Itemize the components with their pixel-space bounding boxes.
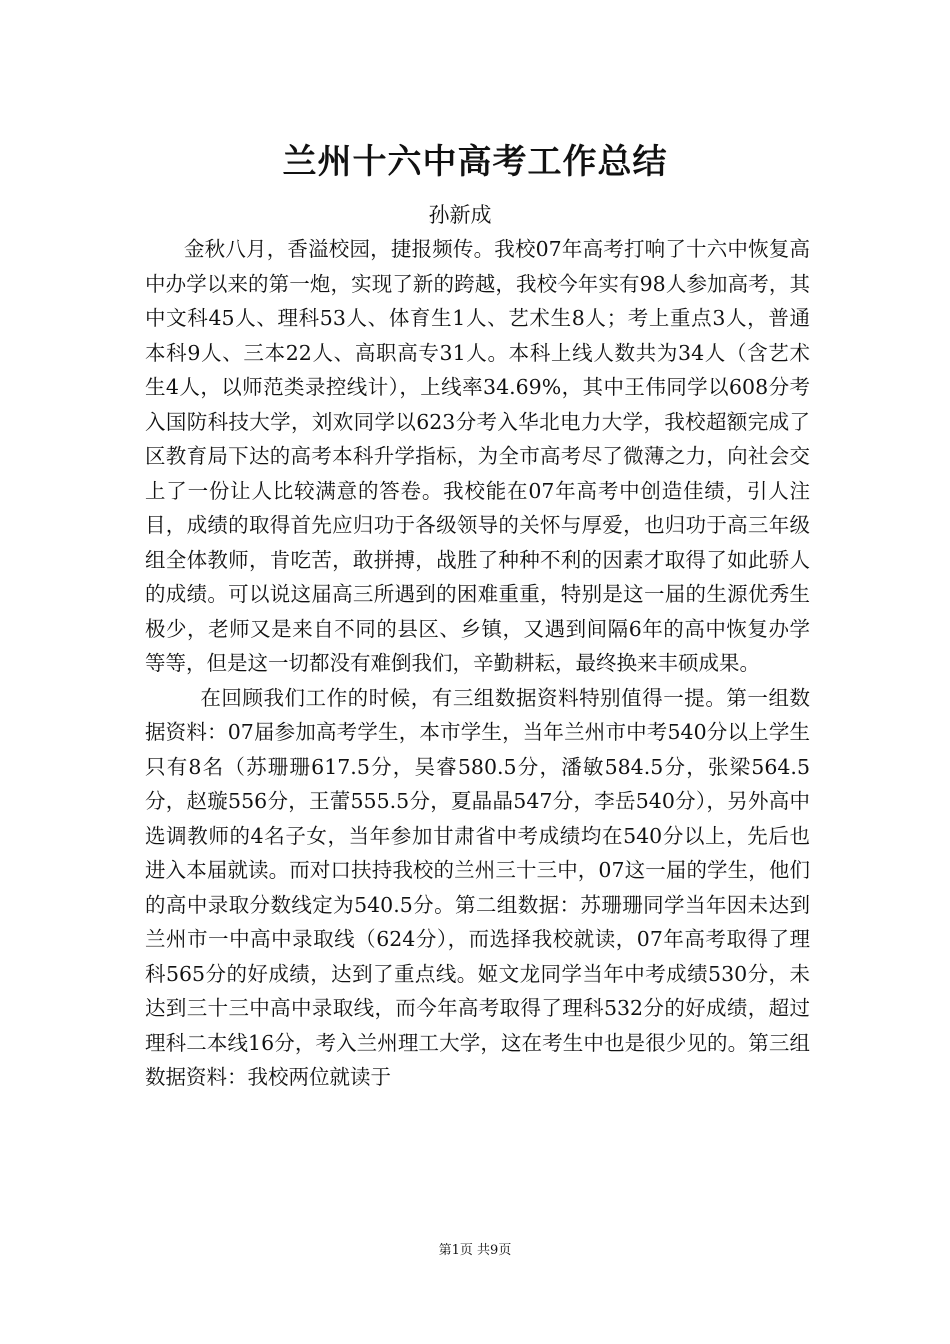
paragraph-2: 在回顾我们工作的时候，有三组数据资料特别值得一提。第一组数据资料：07届参加高考学生，本市学生，当年兰州市中考540分以上学生只有8名（苏珊珊617.5分，吴睿580.5分，潘敏584.5分，张梁564.5分，赵璇556分，王蕾555.5分，夏晶晶547分，李岳540分），另外高中选调教师的4名子女，当年参加甘肃省中考成绩均在540分以上，先后也进入本届就读。而对口扶持我校的兰州三十三中，07这一届的学生，他们的高中录取分数线定为540.5分。第二组数据：苏珊珊同学当年因未达到兰州市一中高中录取线（624分），而选择我校就读，07年高考取得了理科565分的好成绩，达到了重点线。姬文龙同学当年中考成绩530分，未达到三十三中高中录取线，而今年高考取得了理科532分的好成绩，超过理科二本线16分，考入兰州理工大学，这在考生中也是很少见的。第三组数据资料：我校两位就读于 [145, 685, 810, 1089]
document-body [145, 232, 810, 1095]
document-title: 兰州十六中高考工作总结 [282, 142, 668, 182]
paragraph-1: 金秋八月，香溢校园，捷报频传。我校07年高考打响了十六中恢复高中办学以来的第一炮，实现了新的跨越，我校今年实有98人参加高考，其中文科45人、理科53人、体育生1人、艺术生8人；考上重点3人，普通本科9人、三本22人、高职高专31人。本科上线人数共为34人（含艺术生4人，以师范类录控线计），上线率34.69%，其中王伟同学以608分考入国防科技大学，刘欢同学以623分考入华北电力大学，我校超额完成了区教育局下达的高考本科升学指标，为全市高考尽了微薄之力，向社会交上了一份让人比较满意的答卷。我校能在07年高考中创造佳绩，引人注目，成绩的取得首先应归功于各级领导的关怀与厚爱，也归功于高三年级组全体教师，肯吃苦，敢拼搏，战胜了种种不利的因素才取得了如此骄人的成绩。可以说这届高三所遇到的困难重重，特别是这一届的生源优秀生极少，老师又是来自不同的县区、乡镇，又遇到间隔6年的高中恢复办学等等，但是这一切都没有难倒我们，辛勤耕耘，最终换来丰硕成果。 [145, 237, 810, 675]
page-number-footer: 第1页 共9页 [438, 1243, 512, 1258]
author-name: 孙新成 [428, 203, 492, 227]
